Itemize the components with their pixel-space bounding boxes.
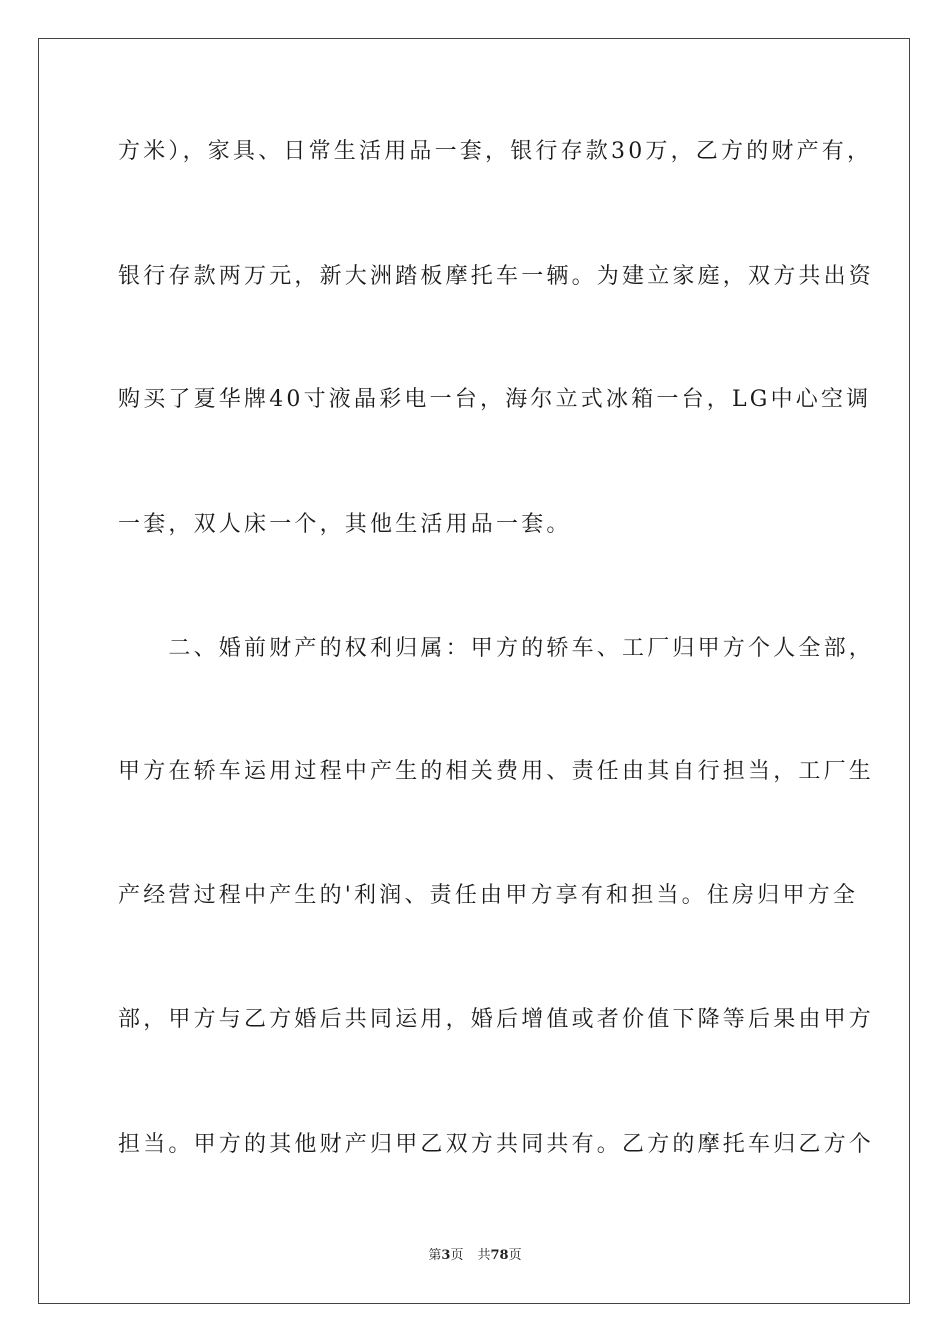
page-prefix: 第 <box>428 1248 442 1263</box>
text-line: 银行存款两万元，新大洲踏板摩托车一辆。为建立家庭，双方共出资 <box>118 264 875 289</box>
text-line: 购买了夏华牌40寸液晶彩电一台，海尔立式冰箱一台，LG中心空调 <box>118 387 872 412</box>
text-line: 产经营过程中产生的'利润、责任由甲方享有和担当。住房归甲方全 <box>118 883 859 908</box>
page-footer <box>0 1247 950 1265</box>
text-line: 一套，双人床一个，其他生活用品一套。 <box>118 512 572 537</box>
text-line: 部，甲方与乙方婚后共同运用，婚后增值或者价值下降等后果由甲方 <box>118 1007 875 1032</box>
text-line: 甲方在轿车运用过程中产生的相关费用、责任由其自行担当，工厂生 <box>118 759 875 784</box>
total-prefix: 共 <box>477 1248 491 1263</box>
page-border <box>38 38 910 1304</box>
total-suffix: 页 <box>508 1248 522 1263</box>
text-line: 方米），家具、日常生活用品一套，银行存款30万，乙方的财产有， <box>118 139 873 164</box>
text-line: 担当。甲方的其他财产归甲乙双方共同共有。乙方的摩托车归乙方个 <box>118 1132 875 1157</box>
page-number: 3 <box>441 1248 451 1263</box>
page-suffix: 页 <box>450 1248 464 1263</box>
total-pages: 78 <box>490 1248 509 1263</box>
text-line: 二、婚前财产的权利归属：甲方的轿车、工厂归甲方个人全部， <box>118 636 875 661</box>
